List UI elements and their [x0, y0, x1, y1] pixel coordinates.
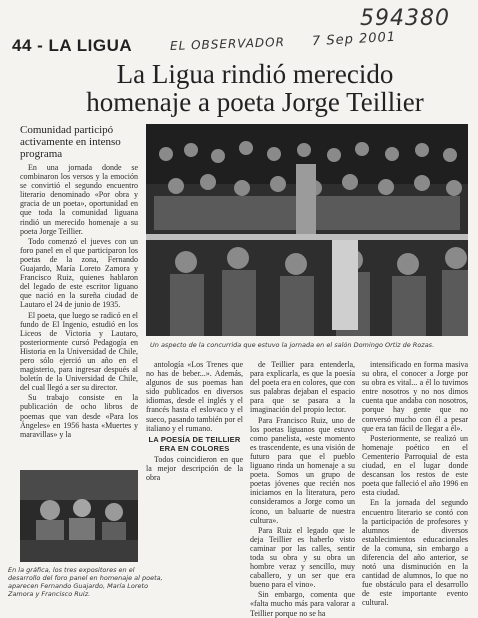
small-photo-caption: En la gráfica, los tres expositores en el desarrollo del foro panel en homenaje al poeta, aparecen Fernando Guajardo, María Loreto Zamora y Francisco Ruiz. — [8, 566, 163, 598]
body-column-3 — [250, 360, 355, 618]
main-photo-caption: Un aspecto de la concurrida que estuvo la jornada en el salón Domingo Ortiz de Rozas. — [150, 341, 435, 349]
section-subhead: LA POESÍA DE TEILLIER ERA EN COLORES — [148, 434, 241, 453]
paragraph: intensificado en forma masiva su obra, el conocer a Jorge por su obra es vital... a él lo tuvimos entre nosotros y no nos dimos cuenta que andaba con nosotros, porque hay gente que no conversó mucho con él a pesar que era tan fácil de llegar a él». — [362, 360, 468, 433]
paragraph: Posteriormente, se realizó un homenaje poético en el Cementerio Parroquial de esta ciudad, en el lugar donde descansan los restos de este poeta que falleció el año 1996 en esta ciudad. — [362, 433, 468, 498]
audience-photo — [146, 124, 468, 336]
paragraph: antología «Los Trenes que no has de beber...». Además, algunos de sus poemas han sido publicados en diversos idiomas, desde el inglés y el francés hasta el eslovaco y el sueco, pasando también por el italiano y el rumano. — [146, 360, 243, 433]
body-column-1 — [20, 163, 138, 469]
paragraph: En una jornada donde se combinaron los versos y la emoción se convirtió el segundo encuentro literario denominado «Por obra y gracia de un poeta», oportunidad en que toda la comunidad liguana rindió un merecido homenaje a su poeta Jorge Teillier. — [20, 163, 138, 236]
paragraph: de Teillier para entenderla, para explicarla, es que la poesía del poeta era en colores, que con sus palabras dejaban el espacio para que se pasara a la imaginación del propio lector. — [250, 360, 355, 415]
page-folio: 44 - LA LIGUA — [12, 36, 133, 55]
handwritten-source-note: EL OBSERVADOR — [169, 34, 286, 54]
paragraph: Todo comenzó el jueves con un foro panel en el que participaron los poetas de la zona, Fernando Guajardo, María Loreto Zamora y Francisco Ruiz, quienes hablaron del legado de este escritor liguano que nació en la sureña ciudad de Lautaro el 24 de junio de 1935. — [20, 236, 138, 310]
deck-subtitle: Comunidad participó activamente en intenso programa — [20, 124, 121, 160]
panel-speakers-photo — [20, 470, 138, 562]
handwritten-id-number: 594380 — [360, 6, 450, 31]
paragraph: El poeta, que luego se radicó en el fundo de El Ingenio, estudió en los Liceos de Victoria y Lautaro, posteriormente cursó Pedagogía en Historia en la Universidad de Chile, pero sólo ejerció un año en el magisterio, para ingresar después al boletín de la Universidad de Chile, del cual llegó a ser su director. — [20, 310, 138, 393]
body-column-4 — [362, 360, 468, 608]
paragraph: En la jornada del segundo encuentro literario se contó con la participación de profesores y alumnos de diversos establecimientos educacionales de la comuna, sin embargo a diferencia del año anterior, se notó una disminución en la cantidad de alumnos, lo que no fue obstáculo para el desarrollo de este importante evento cultural. — [362, 498, 468, 608]
paragraph: Su trabajo consiste en la publicación de ocho libros de poemas que van desde «Para los Ángeles» en 1956 hasta «Muertes y maravillas» y la — [20, 393, 138, 439]
body-column-2 — [146, 360, 243, 590]
paragraph: Para Francisco Ruiz, uno de los poetas liguanos que estuvo como panelista, «este momento es trascendente, es una visión de futuro para que el pueblo liguano rinda un homenaje a su poeta. Somos un grupo de poetas jóvenes que recién nos iniciamos en la literatura, pero consideramos a Jorge como un ícono, un baluarte de nuestra cultura». — [250, 415, 355, 525]
paragraph: Todos coincidieron en que la mejor descripción de la obra — [146, 454, 243, 483]
handwritten-date-note: 7 Sep 2001 — [311, 29, 397, 50]
paragraph: Para Ruiz el legado que le deja Teillier es haberlo visto caminar por las calles, sentir toda su obra y su obra un hombre veraz y sencillo, muy caballero, y un ser que era bueno para el vino». — [250, 525, 355, 590]
paragraph: Sin embargo, comenta que «falta mucho más para valorar a Teillier porque no se ha — [250, 590, 355, 618]
headline: La Ligua rindió merecido homenaje a poeta Jorge Teillier — [86, 59, 424, 117]
